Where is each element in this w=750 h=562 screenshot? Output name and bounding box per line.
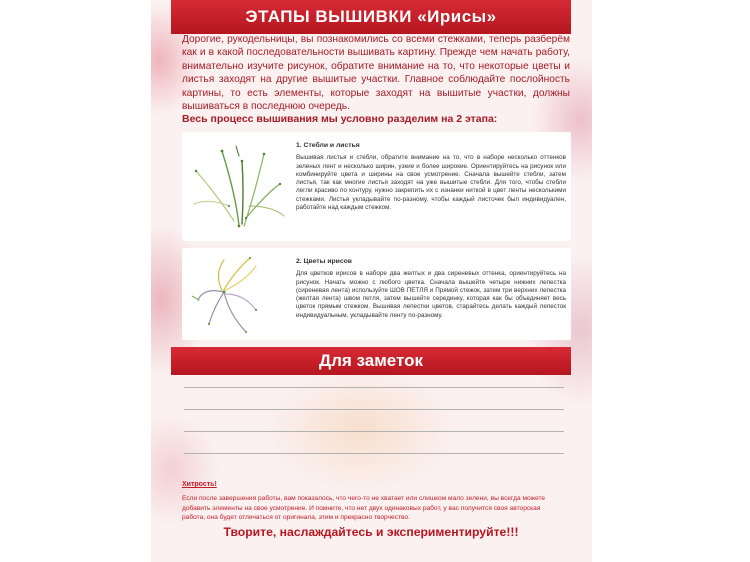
tip-title: Хитрость!: [182, 481, 217, 488]
iris-illustration: [184, 252, 294, 338]
note-line: [184, 387, 564, 388]
stage-irises-body: Для цветков ирисов в наборе два желтых и два сиреневых оттенка, ориентируйтесь на рисунок. Начать можно с любого цветка. Сначала вышейте четыре нижних лепестка (сиреневая лента) используйте ШОВ ПЕТЛЯ и Прямой стежок, затем три верхних лепестка (желтая лента) швом петля, затем вышейте серединку, которая как бы объединяет весь цветок прямым стежком. Вышивая лепестки цветов, старайтесь делать каждый лепесток индивидуальным, укладывайте ленту по-разному.: [296, 270, 566, 319]
notes-title: Для заметок: [171, 347, 571, 375]
closing-message: Творите, наслаждайтесь и экспериментируйте!!!: [223, 525, 519, 539]
stems-illustration: [184, 136, 294, 238]
notes-lines: [184, 387, 564, 475]
stage-irises-heading: 2. Цветы ирисов: [296, 258, 352, 265]
intro-lead: Весь процесс вышивания мы условно разделим на 2 этапа:: [182, 113, 498, 126]
stage-stems-heading: 1. Стебли и листья: [296, 142, 360, 149]
stage-card-irises: [182, 248, 571, 340]
stage-stems-body: Вышивая листья и стебли, обратите внимание на то, что в наборе несколько оттенков зеленых лент и несколько ширин, узкие и более широкие. Ориентируйтесь на рисунок или комбинируйте цвета и ширины на свое усмотрение. Сначала вышейте стебли, затем листья, так как многие листья заходят на уже вышитые стебли. Для того, чтобы стебли легли красиво по контуру, нужно закрепить их с изнанки ниткой в цвет ленты несколькими стежками. Листья укладывайте по-разному, чтобы каждый листочек был индивидуален, работайте над каждым стежком.: [296, 154, 566, 212]
note-line: [184, 431, 564, 432]
note-line: [184, 409, 564, 410]
tip-text: Если после завершения работы, вам показалось, что чего-то не хватает или слишком мало зелени, вы всегда можете добавить элементы на свое усмотрение. И помните, что нет двух одинаковых работ, у вас получится своя авторская работа, она будет отличаться от оригинала, этим и прекрасно творчество.: [182, 495, 546, 522]
stage-card-stems: [182, 132, 571, 241]
tip-block: [182, 480, 565, 523]
intro-text: [182, 33, 570, 127]
intro-paragraph: Дорогие, рукодельницы, вы познакомились со всеми стежками, теперь разберём как и в какой последовательности вышивать картину. Прежде чем начать работу, внимательно изучите рисунок, обратите внимание на то, что некоторые цветы и листья заходят на другие вышитые участки. Главное соблюдайте послойность картины, то есть элементы, которые заходят на вышитые участки, должны вышиваться в последнюю очередь.: [182, 34, 570, 113]
stage-stems-text: [296, 142, 566, 212]
note-line: [184, 453, 564, 454]
stage-irises-text: [296, 258, 566, 320]
instruction-page: [151, 0, 592, 562]
page-title: ЭТАПЫ ВЫШИВКИ «Ирисы»: [171, 0, 571, 34]
